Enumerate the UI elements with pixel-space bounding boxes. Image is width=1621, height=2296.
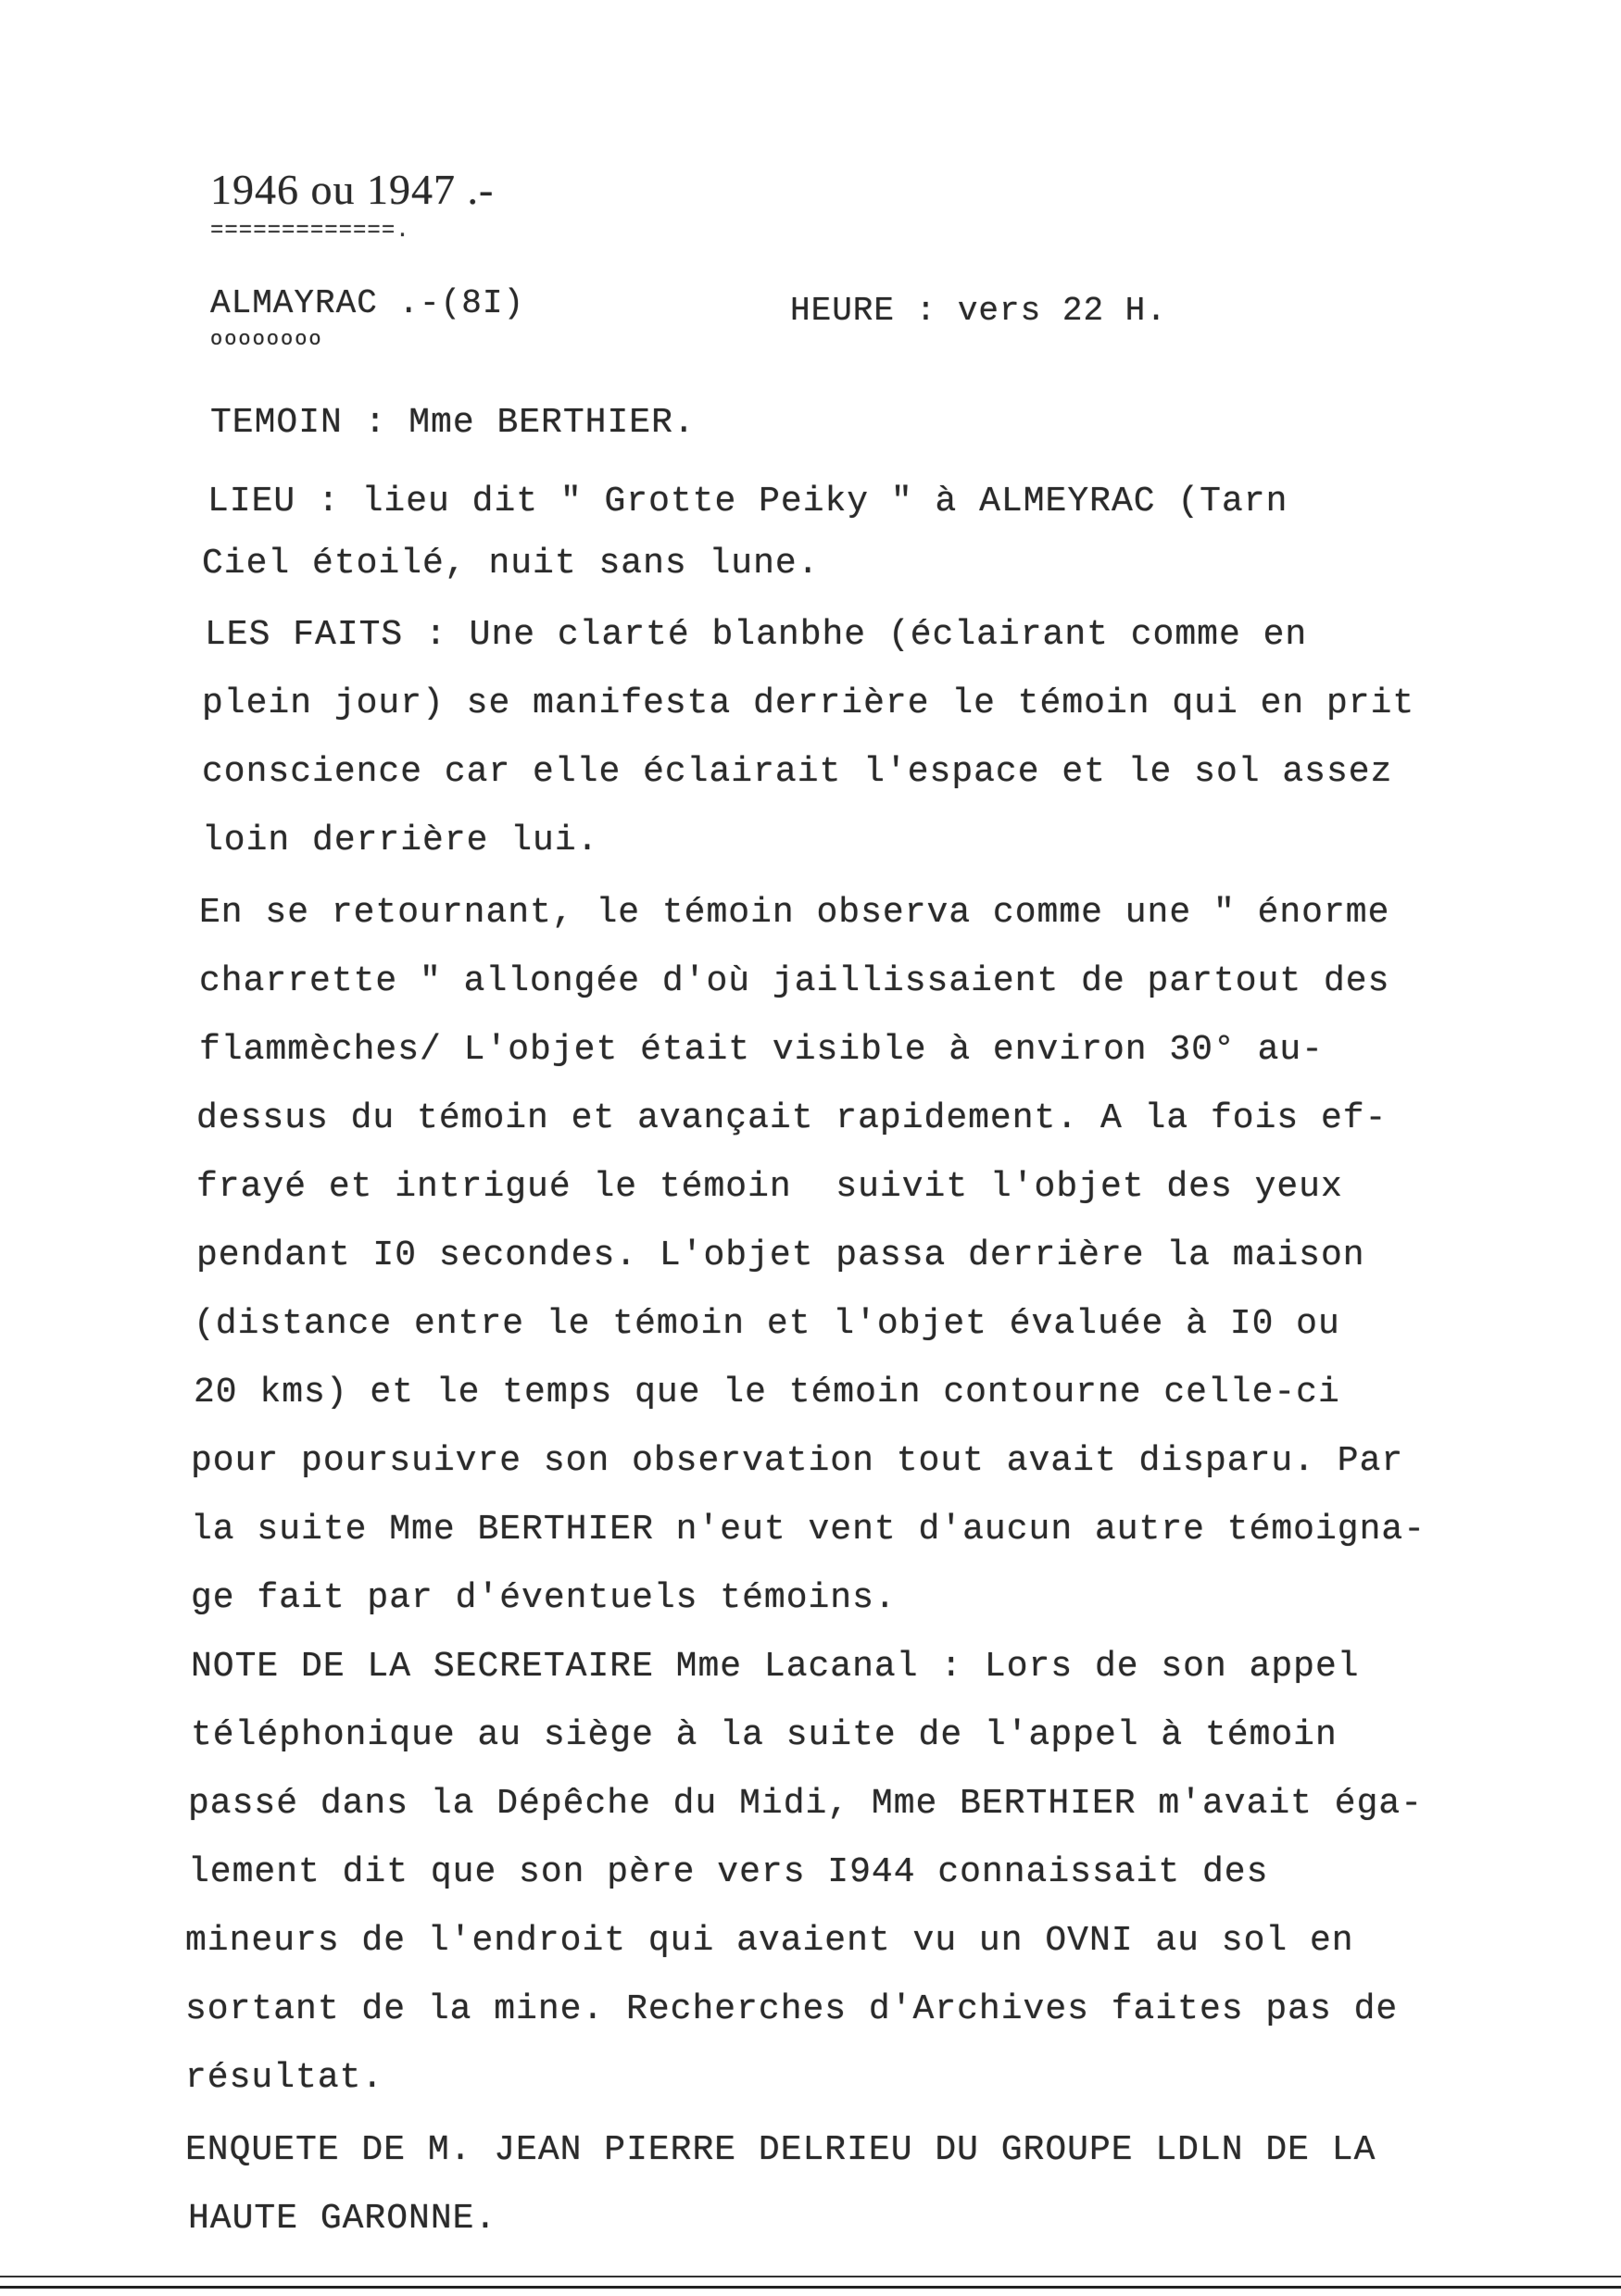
note-line: NOTE DE LA SECRETAIRE Mme Lacanal : Lors de son appel [191, 1647, 1360, 1687]
body-line: lement dit que son père vers I944 connaissait des [188, 1852, 1269, 1892]
date-heading: 1946 ou 1947 .- [210, 166, 495, 213]
body-line: sortant de la mine. Recherches d'Archives faites pas de [185, 1989, 1399, 2029]
body-line: dessus du témoin et avançait rapidement. A la fois ef- [196, 1098, 1388, 1138]
sky-line: Ciel étoilé, nuit sans lune. [202, 544, 820, 583]
body-line: la suite Mme BERTHIER n'eut vent d'aucun autre témoigna- [191, 1510, 1426, 1549]
facts-line: LES FAITS : Une clarté blanbhe (éclairant comme en [205, 615, 1308, 655]
body-line: pour poursuivre son observation tout avait disparu. Par [191, 1441, 1404, 1481]
body-line: flammèches/ L'objet était visible à environ 30° au- [199, 1030, 1324, 1070]
body-line: passé dans la Dépêche du Midi, Mme BERTHIER m'avait éga- [188, 1784, 1424, 1824]
body-line: frayé et intrigué le témoin suivit l'objet des yeux [196, 1167, 1343, 1207]
body-line: charrette " allongée d'où jaillissaient de partout des [199, 961, 1390, 1001]
body-line: plein jour) se manifesta derrière le témoin qui en prit [202, 684, 1415, 723]
time-heading: HEURE : vers 22 H. [790, 292, 1167, 330]
body-line: mineurs de l'endroit qui avaient vu un OVNI au sol en [185, 1921, 1354, 1961]
body-line: résultat. [185, 2058, 384, 2098]
location-line: LIEU : lieu dit " Grotte Peiky " à ALMEYRAC (Tarn [207, 482, 1288, 521]
place-underline: oooooooo [210, 328, 323, 351]
date-underline: =============. [210, 219, 410, 244]
body-line: ge fait par d'éventuels témoins. [191, 1578, 897, 1618]
body-line: loin derrière lui. [202, 821, 599, 860]
body-line: téléphonique au siège à la suite de l'appel à témoin [191, 1715, 1338, 1755]
place-heading: ALMAYRAC .-(8I) [210, 284, 525, 322]
body-line: conscience car elle éclairait l'espace et le sol assez [202, 752, 1393, 792]
body-line: (distance entre le témoin et l'objet évaluée à I0 ou [194, 1304, 1340, 1344]
inquiry-line: ENQUETE DE M. JEAN PIERRE DELRIEU DU GROUPE LDLN DE LA [185, 2130, 1376, 2170]
bottom-rule [0, 2286, 1621, 2289]
body-line: 20 kms) et le temps que le témoin contourne celle-ci [194, 1373, 1340, 1412]
inquiry-line: HAUTE GARONNE. [188, 2199, 497, 2239]
body-line: pendant I0 secondes. L'objet passa derrière la maison [196, 1236, 1365, 1275]
witness-line: TEMOIN : Mme BERTHIER. [210, 403, 696, 443]
body-line: En se retournant, le témoin observa comme une " énorme [199, 893, 1390, 933]
bottom-rule [0, 2276, 1621, 2277]
